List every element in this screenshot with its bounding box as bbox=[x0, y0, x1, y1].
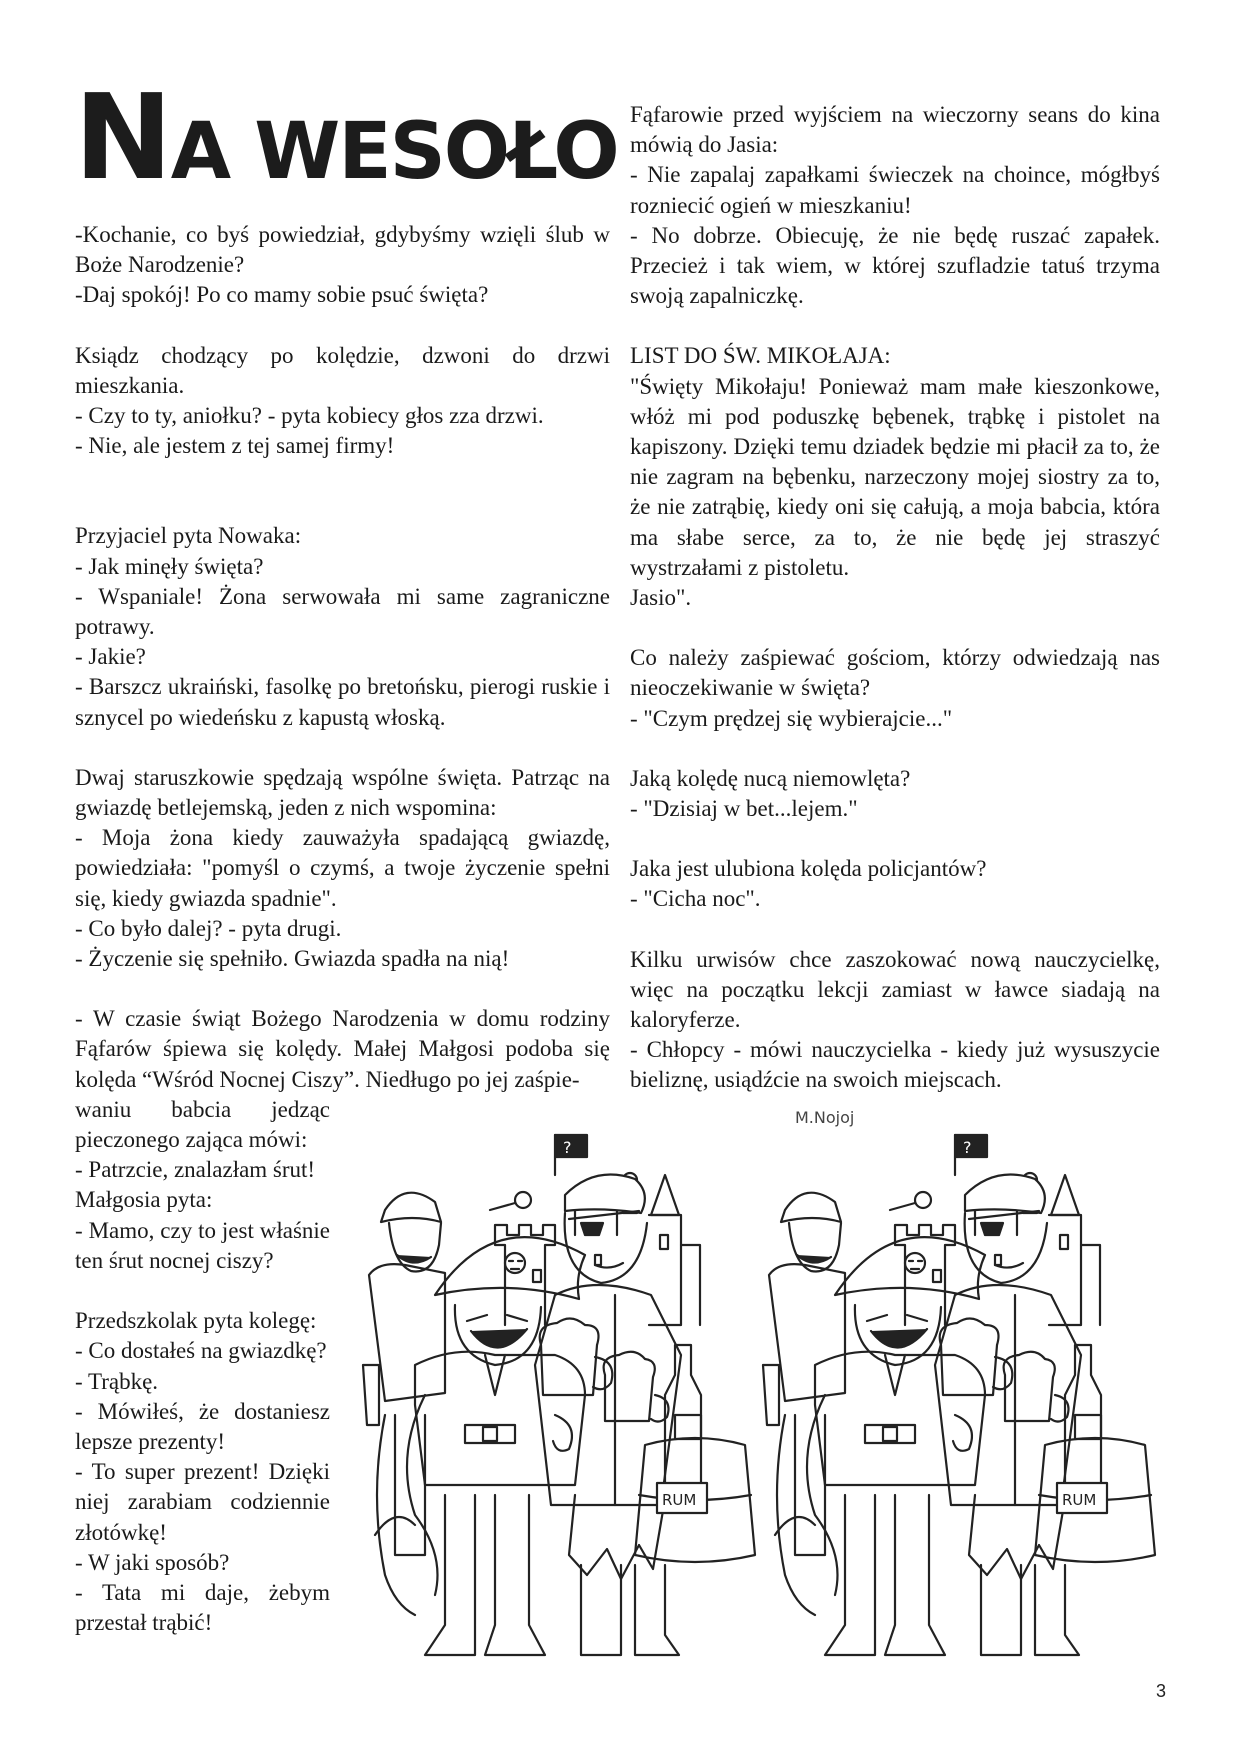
joke-wedding: -Kochanie, co byś powiedział, gdybyśmy wzięli ślub w Boże Narodzenie? -Daj spokój! Po co mamy sobie psuć święta? bbox=[75, 222, 610, 308]
joke-foreign-dishes: Przyjaciel pyta Nowaka: - Jak minęły święta? - Wspaniale! Żona serwowała mi same zagraniczne potrawy. - Jakie? - Barszcz ukraiński, fasolkę po bretońsku, pierogi ruskie i sznycel po wiedeńsku z kapustą włoską. bbox=[75, 523, 610, 730]
joke-santa-letter: LIST DO ŚW. MIKOŁAJA: "Święty Mikołaju! Ponieważ mam małe kieszonkowe, włóż mi pod poduszkę bębenek, trąbkę i pistolet na kapiszony. Dzięki temu dziadek będzie mi płacił za to, że nie zagram na bębenku, narzeczony mojej siostry za to, że nie zatrąbię, kiedy oni się całują, a moja babcia, która ma słabe serce, za to, że nie będę jej straszyć wystrzałami z pistoletu. Jasio". bbox=[630, 343, 1160, 611]
flag-mark-left: ? bbox=[563, 1138, 572, 1157]
page-title: NA WESOŁO bbox=[74, 68, 618, 206]
joke-priest: Ksiądz chodzący po kolędzie, dzwoni do drzwi mieszkania. - Czy to ty, aniołku? - pyta kobiecy głos zza drzwi. - Nie, ale jestem z tej samej firmy! bbox=[75, 342, 610, 459]
joke-silent-night-shot: - W czasie świąt Bożego Narodzenia w domu rodziny Fąfarów śpiewa się kolędy. Małej Małgosi podoba się kolęda “Wśród Nocnej Ciszy”. Niedługo po jej zaśpie- waniu babcia jedząc pieczonego zająca mówi: - Patrzcie, znalazłam śrut! Małgosia pyta: - Mamo, czy to jest właśnie ten śrut nocnej ciszy? bbox=[75, 1006, 610, 1273]
joke-radiator: Kilku urwisów chce zaszokować nową nauczycielkę, więc na początku lekcji zamiast w ławce siadają na kaloryferze. - Chłopcy - mówi nauczycielka - kiedy już wysuszycie bieliznę, usiądźcie na swoich miejscach. bbox=[630, 946, 1160, 1093]
spot-the-difference-illustration: RUM M.Nojoj ? ? bbox=[355, 1095, 1235, 1695]
joke-falling-star: Dwaj staruszkowie spędzają wspólne święta. Patrząc na gwiazdę betlejemską, jeden z nich wspomina: - Moja żona kiedy zauważyła spadającą gwiazdę, powiedziała: "pomyśl o czymś, a twoje życzenie spełni się, kiedy gwiazda spadnie". - Co było dalej? - pyta drugi. - Życzenie się spełniło. Gwiazda spadła na nią! bbox=[75, 764, 610, 972]
joke-trumpet: Przedszkolak pyta kolegę: - Co dostałeś na gwiazdkę? - Trąbkę. - Mówiłeś, że dostaniesz lepsze prezenty! - To super prezent! Dzięki niej zarabiam codziennie złotówkę! - W jaki sposób? - Tata mi daje, żebym przestał trąbić! bbox=[75, 1308, 330, 1636]
flag-mark-right: ? bbox=[963, 1138, 972, 1157]
joke-babies: Jaką kolędę nucą niemowlęta? - "Dzisiaj w bet...lejem." bbox=[630, 765, 911, 822]
right-column bbox=[630, 100, 1160, 1096]
joke-guests: Co należy zaśpiewać gościom, którzy odwiedzają nas nieoczekiwanie w święta? - "Czym prędzej się wybierajcie..." bbox=[630, 645, 1160, 731]
joke-police: Jaka jest ulubiona kolęda policjantów? - "Cicha noc". bbox=[630, 856, 987, 912]
artist-signature: M.Nojoj bbox=[795, 1108, 855, 1127]
page-number: 3 bbox=[1155, 1681, 1166, 1701]
joke-matches: Fąfarowie przed wyjściem na wieczorny seans do kina mówią do Jasia: - Nie zapalaj zapałkami świeczek na choince, mógłbyś rozniecić ogień w mieszkaniu! - No dobrze. Obiecuję, że nie będę ruszać zapałek. Przecież i tak wiem, w której szufladzie tatuś trzyma swoją zapalniczkę. bbox=[630, 102, 1160, 309]
